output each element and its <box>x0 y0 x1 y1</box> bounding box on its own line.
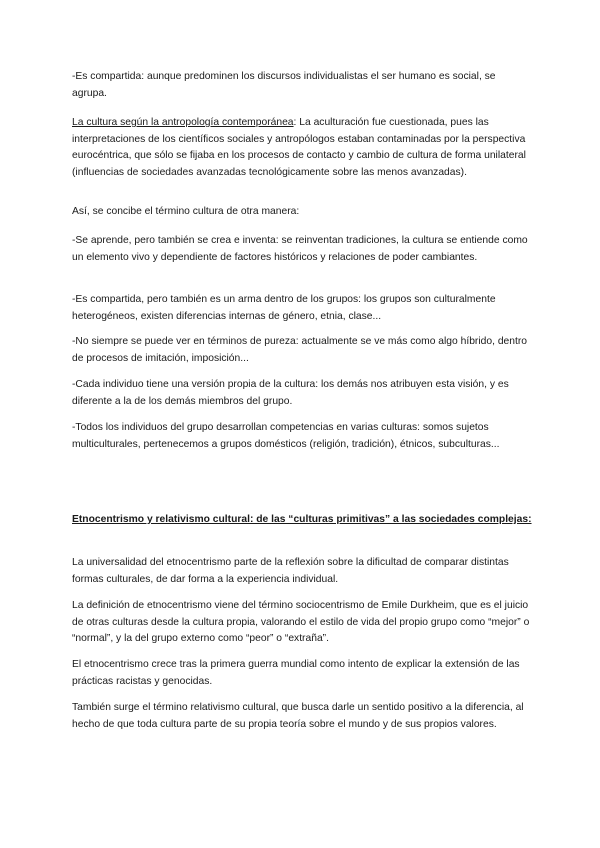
paragraph-conception: Así, se concibe el término cultura de otra manera: <box>72 206 300 217</box>
paragraph-definition: La definición de etnocentrismo viene del término sociocentrismo de Emile Durkheim, que es el juicio de otras culturas desde la cultura propia, valorando el estilo de vida del propio grupo como “mejor” o “normal”, y la del grupo externo como “peor” o “extraña”. <box>72 600 530 644</box>
section-heading: Etnocentrismo y relativismo cultural: de las “culturas primitivas” a las sociedades complejas: <box>72 514 532 525</box>
paragraph-shared: -Es compartida: aunque predominen los discursos individualistas el ser humano es social, se agrupa. <box>72 71 496 99</box>
paragraph-competencies: -Todos los individuos del grupo desarrollan competencias en varias culturas: somos sujetos multiculturales, pertenecemos a grupos domésticos (religión, tradición), étnicos, subculturas... <box>72 422 500 450</box>
paragraph-shared-weapon: -Es compartida, pero también es un arma dentro de los grupos: los grupos son culturalmente heterogéneos, existen diferencias internas de género, etnia, clase... <box>72 294 496 322</box>
paragraph-relativism: También surge el término relativismo cultural, que busca darle un sentido positivo a la diferencia, al hecho de que toda cultura parte de su propia teoría sobre el mundo y de sus propios valores. <box>72 702 524 730</box>
section-label: La cultura según la antropología contemporánea <box>72 117 294 128</box>
paragraph-growth: El etnocentrismo crece tras la primera guerra mundial como intento de explicar la extensión de las prácticas racistas y genocidas. <box>72 659 520 687</box>
paragraph-contemporary-anthropology <box>72 115 532 181</box>
paragraph-learned: -Se aprende, pero también se crea e inventa: se reinventan tradiciones, la cultura se entiende como un elemento vivo y dependiente de factores históricos y relaciones de poder cambiantes. <box>72 235 528 263</box>
paragraph-purity: -No siempre se puede ver en términos de pureza: actualmente se ve más como algo híbrido, dentro de procesos de imitación, imposición... <box>72 336 528 364</box>
paragraph-universality: La universalidad del etnocentrismo parte de la reflexión sobre la dificultad de comparar distintas formas culturales, de dar forma a la experiencia individual. <box>72 557 509 585</box>
paragraph-individual-version: -Cada individuo tiene una versión propia de la cultura: los demás nos atribuyen esta visión, y es diferente a la de los demás miembros del grupo. <box>72 379 509 407</box>
section-label-text: : La aculturación fue cuestionada, pues las interpretaciones de los científicos sociales y antropólogos estaban contaminadas por la perspectiva eurocéntrica, que sólo se fijaba en los procesos de contacto y cambio de cultura de forma unilateral (influencias de sociedades avanzadas tecnológicamente sobre las menos avanzadas). <box>72 117 526 178</box>
